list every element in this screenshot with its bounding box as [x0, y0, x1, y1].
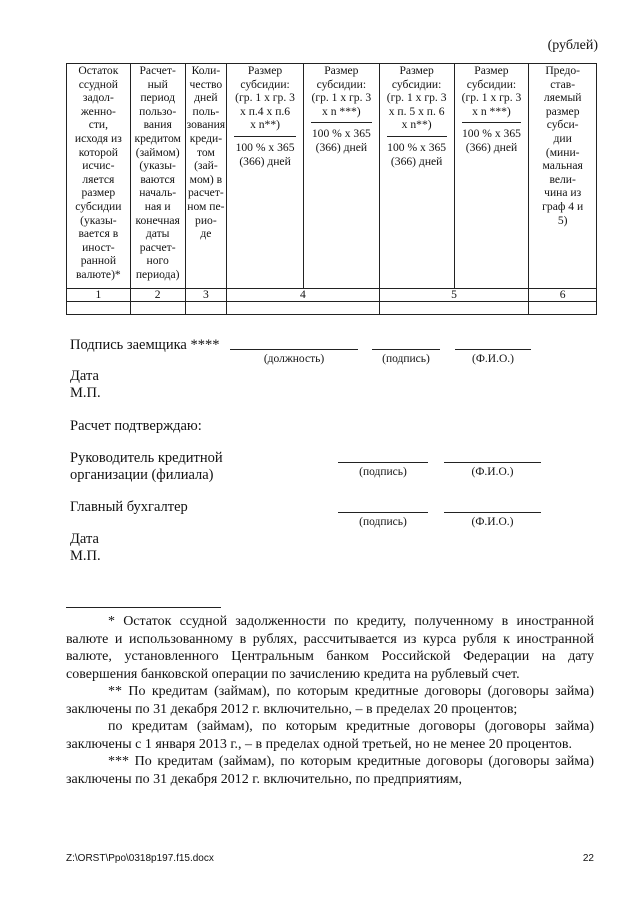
header-line: ранной [80, 254, 117, 268]
position-caption: (должность) [263, 353, 325, 365]
header-line: субсидии: [316, 77, 367, 91]
table-number-row [67, 289, 597, 302]
footnotes [66, 613, 594, 788]
header-cell [227, 64, 304, 289]
signature-line [372, 349, 440, 350]
head-signature-caption: (подпись) [359, 466, 407, 478]
header-line: Расчет- [139, 64, 176, 77]
accountant-signature-caption: (подпись) [359, 516, 407, 528]
header-line: вели- [549, 172, 576, 186]
header-line: даты [145, 227, 170, 241]
header-line: размер [545, 104, 580, 118]
header-line: Размер [247, 64, 283, 77]
confirm-label: Расчет подтверждаю: [70, 418, 202, 434]
header-line: мом) в [189, 172, 223, 186]
header-line: период [140, 91, 176, 105]
header-line: задол- [82, 91, 114, 105]
header-line: конечная [135, 213, 180, 227]
header-line: (указы- [139, 159, 176, 173]
header-line: x п.4 x п.6 [240, 104, 291, 118]
header-line: Размер [399, 64, 434, 77]
header-line: расчет- [188, 186, 224, 200]
header-line: кредитом [134, 131, 181, 145]
header-line: 100 % x 365 [387, 140, 447, 154]
header-line: которой [78, 145, 118, 159]
stamp-label-2: М.П. [70, 548, 101, 564]
header-line: мальная [542, 159, 583, 173]
header-cell [379, 64, 454, 289]
head-name-caption: (Ф.И.О.) [471, 466, 514, 478]
col-number: 5 [379, 289, 529, 302]
units-label: (рублей) [547, 38, 598, 53]
header-line: (зай- [194, 159, 218, 173]
header-line: (366) дней [390, 154, 443, 168]
header-line: x n ***) [322, 104, 361, 118]
footnote-2: ** По кредитам (займам), по которым кредитные договоры (договоры займа) заключены по 31 декабря 2012 г. включительно, – в пределах 20 процентов; [66, 684, 594, 717]
header-cell [303, 64, 379, 289]
header-line: 100 % x 365 [235, 140, 295, 154]
header-line: (мини- [545, 145, 580, 159]
col-number: 3 [185, 289, 227, 302]
header-line: исчис- [82, 159, 115, 173]
footnote-3: *** По кредитам (займам), по которым кредитные договоры (договоры займа) заключены по 31 декабря 2012 г. включительно, по предприятиям, [66, 754, 594, 787]
header-line: субсидии: [391, 77, 442, 91]
borrower-signature-label: Подпись заемщика **** [70, 337, 220, 353]
header-line: началь- [139, 186, 177, 200]
header-line: субси- [546, 118, 579, 132]
header-line: исходя из [74, 131, 122, 145]
header-line: иност- [82, 240, 115, 254]
header-cell [185, 64, 227, 289]
header-line: чина из [544, 186, 582, 200]
header-line: (указы- [80, 213, 117, 227]
header-line: де [200, 227, 212, 241]
head-name-line [444, 462, 541, 463]
header-line: граф 4 и [542, 199, 584, 213]
footnote-separator [66, 607, 221, 608]
header-line: субсидии [75, 199, 122, 213]
header-cell [130, 64, 185, 289]
header-line: сти, [88, 118, 109, 132]
accountant-name-caption: (Ф.И.О.) [471, 516, 514, 528]
header-line: x п. 5 x п. 6 [388, 104, 445, 118]
accountant-signature-line [338, 512, 428, 513]
footnote-2-cont: по кредитам (займам), по которым кредитные договоры (договоры займа) заключены с 1 января 2013 г., – в пределах одной третьей, но не менее 20 процентов. [66, 719, 594, 752]
header-cell [454, 64, 529, 289]
col-number: 6 [529, 289, 597, 302]
header-line: субсидии: [240, 77, 290, 91]
subsidy-calculation-table [66, 63, 597, 315]
header-line: Остаток [78, 64, 119, 77]
col-number: 1 [67, 289, 131, 302]
footnote-1: * Остаток ссудной задолженности по кредиту, полученному в иностранной валюте и использованному в рублях, рассчитывается из курса рубля к иностранной валюте, установленного Центральным банком Российской Федерации на дату совершения банковской операции по зачислению кредита на рублевый счет. [66, 614, 594, 682]
header-line: (гр. 1 x гр. 3 [235, 91, 295, 105]
header-line: 5) [557, 213, 568, 227]
date-label: Дата [70, 368, 99, 384]
header-line: Размер [324, 64, 359, 77]
header-line: 100 % x 365 [461, 127, 521, 141]
header-line: дней [194, 91, 218, 105]
header-line: x n ***) [472, 104, 511, 118]
header-line: рио- [195, 213, 217, 227]
header-line: Предо- [545, 64, 581, 77]
header-line: x n**) [401, 118, 432, 132]
header-line: x n**) [250, 118, 281, 132]
header-line: ляемый [543, 91, 582, 105]
header-line: Размер [474, 64, 509, 77]
header-line: (366) дней [239, 154, 291, 168]
stamp-label: М.П. [70, 385, 101, 401]
name-line [455, 349, 531, 350]
header-line: (гр. 1 x гр. 3 [311, 91, 372, 105]
header-line: валюте)* [76, 267, 121, 281]
header-line: (займом) [135, 145, 180, 159]
header-line: женно- [80, 104, 116, 118]
header-line: расчет- [139, 240, 176, 254]
header-line: том [196, 145, 215, 159]
table-header-row [67, 64, 597, 289]
table-row [67, 302, 597, 315]
header-line: ного [146, 254, 169, 268]
header-line: (гр. 1 x гр. 3 [461, 91, 522, 105]
head-label-line2: организации (филиала) [70, 467, 214, 483]
header-line: субсидии: [466, 77, 517, 91]
header-line: вается в [78, 227, 119, 241]
header-line: дии [553, 131, 572, 145]
name-caption: (Ф.И.О.) [472, 353, 514, 365]
signature-caption: (подпись) [382, 353, 430, 365]
header-line: ляется [82, 172, 115, 186]
col-number: 4 [227, 289, 380, 302]
col-number: 2 [130, 289, 185, 302]
header-line: зования [186, 118, 226, 132]
header-line: чество [189, 77, 223, 91]
header-line: Коли- [191, 64, 221, 77]
header-line: ном пе- [187, 199, 225, 213]
header-line: ваются [140, 172, 176, 186]
header-line: 100 % x 365 [311, 127, 371, 141]
file-path: Z:\ORST\Ppo\0318p197.f15.docx [66, 853, 214, 864]
header-line: размер [81, 186, 116, 200]
position-line [230, 349, 358, 350]
header-line: пользо- [139, 104, 177, 118]
header-line: став- [550, 77, 576, 91]
head-signature-line [338, 462, 428, 463]
header-line: ная и [144, 199, 171, 213]
header-line: (гр. 1 x гр. 3 [386, 91, 447, 105]
date-label-2: Дата [70, 531, 99, 547]
header-line: ный [147, 77, 168, 91]
header-line: поль- [192, 104, 220, 118]
header-line: (366) дней [465, 140, 518, 154]
accountant-name-line [444, 512, 541, 513]
page-number: 22 [582, 853, 594, 864]
header-line: вания [143, 118, 172, 132]
header-line: (366) дней [315, 140, 368, 154]
head-label-line1: Руководитель кредитной [70, 450, 223, 466]
header-line: периода) [135, 267, 180, 281]
accountant-label: Главный бухгалтер [70, 499, 188, 515]
header-cell [529, 64, 597, 289]
header-cell [67, 64, 131, 289]
header-line: креди- [189, 131, 223, 145]
header-line: ссудной [78, 77, 119, 91]
